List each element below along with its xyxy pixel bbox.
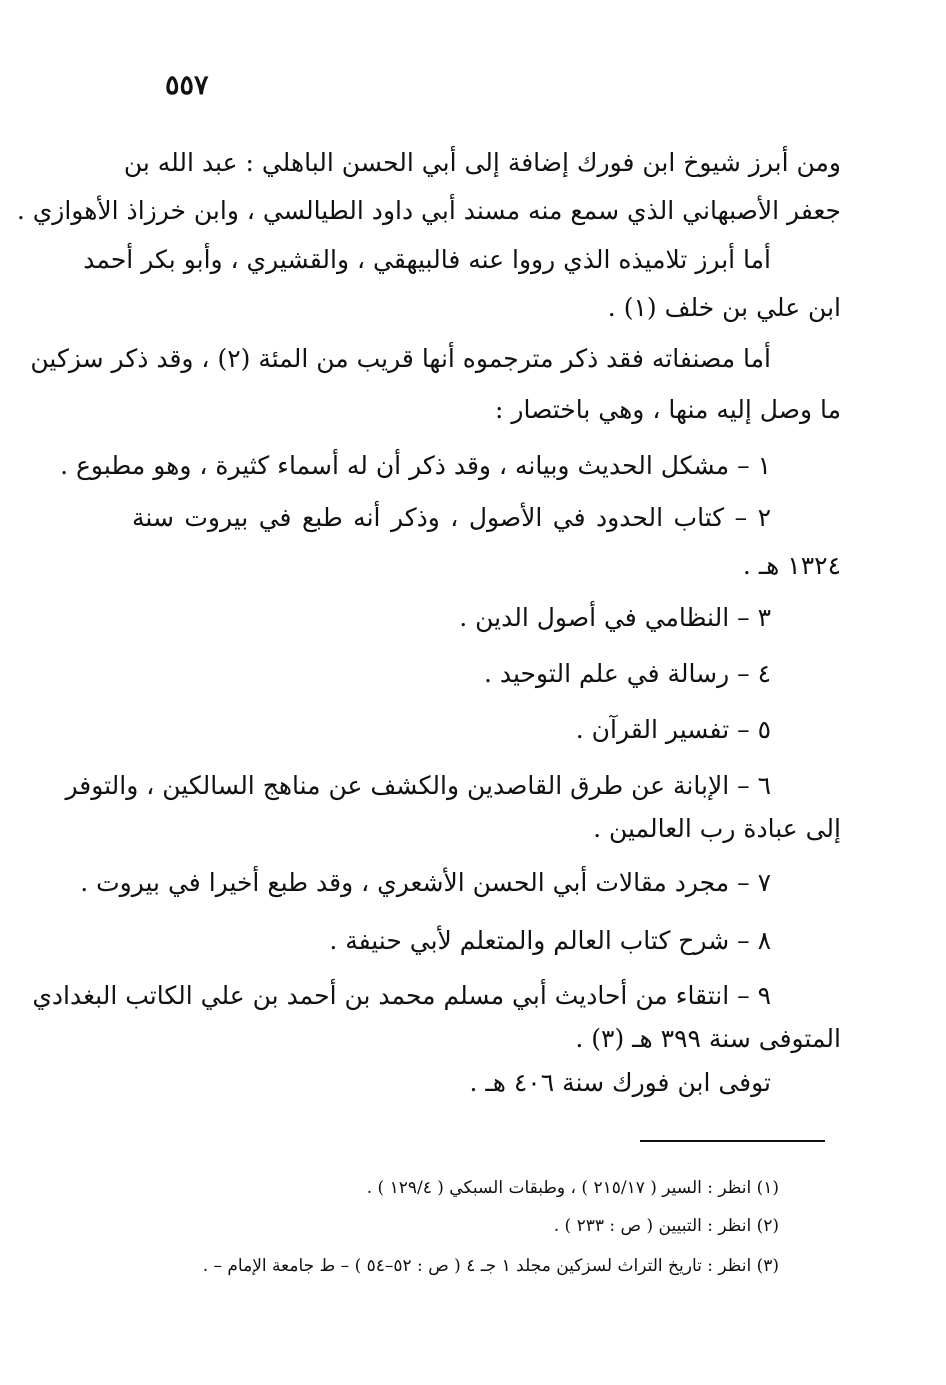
- paragraph-2-line-2: ابن علي بن خلف (١) .: [607, 293, 841, 322]
- list-item-4: ٤ – رسالة في علم التوحيد .: [484, 659, 771, 688]
- paragraph-1-line-2: جعفر الأصبهاني الذي سمع منه مسند أبي داود الطيالسي ، وابن خرزاذ الأهوازي .: [16, 196, 841, 225]
- paragraph-2-line-1: أما أبرز تلاميذه الذي رووا عنه فالبيهقي ، والقشيري ، وأبو بكر أحمد: [83, 245, 771, 274]
- list-item-2-line-2: ١٣٢٤ هـ .: [742, 551, 841, 580]
- list-item-7: ٧ – مجرد مقالات أبي الحسن الأشعري ، وقد طبع أخيرا في بيروت .: [80, 868, 771, 897]
- footnote-separator: [640, 1140, 825, 1142]
- paragraph-3-line-2: ما وصل إليه منها ، وهي باختصار :: [495, 395, 841, 424]
- death-note: توفى ابن فورك سنة ٤٠٦ هـ .: [469, 1068, 771, 1097]
- list-item-8: ٨ – شرح كتاب العالم والمتعلم لأبي حنيفة .: [329, 926, 771, 955]
- paragraph-1-line-1: ومن أبرز شيوخ ابن فورك إضافة إلى أبي الحسن الباهلي : عبد الله بن: [123, 148, 841, 177]
- list-item-2-line-1: ٢ – كتاب الحدود في الأصول ، وذكر أنه طبع في بيروت سنة: [132, 503, 771, 532]
- list-item-9-line-2: المتوفى سنة ٣٩٩ هـ (٣) .: [575, 1024, 841, 1053]
- footnote-3: (٣) انظر : تاريخ التراث لسزكين مجلد ١ جـ ٤ ( ص : ٥٢–٥٤ ) – ط جامعة الإمام – .: [202, 1256, 779, 1276]
- page-number: ٥٥٧: [165, 70, 209, 101]
- footnote-1: (١) انظر : السير ( ٢١٥/١٧ ) ، وطبقات السبكي ( ١٢٩/٤ ) .: [366, 1178, 779, 1198]
- list-item-1: ١ – مشكل الحديث وبيانه ، وقد ذكر أن له أسماء كثيرة ، وهو مطبوع .: [60, 451, 771, 480]
- list-item-6-line-1: ٦ – الإبانة عن طرق القاصدين والكشف عن مناهج السالكين ، والتوفر: [65, 771, 771, 800]
- paragraph-3-line-1: أما مصنفاته فقد ذكر مترجموه أنها قريب من المئة (٢) ، وقد ذكر سزكين: [30, 344, 771, 373]
- list-item-3: ٣ – النظامي في أصول الدين .: [459, 603, 771, 632]
- list-item-6-line-2: إلى عبادة رب العالمين .: [593, 814, 841, 843]
- list-item-5: ٥ – تفسير القرآن .: [575, 715, 771, 744]
- footnote-2: (٢) انظر : التبيين ( ص : ٢٣٣ ) .: [553, 1216, 779, 1236]
- list-item-9-line-1: ٩ – انتقاء من أحاديث أبي مسلم محمد بن أحمد بن علي الكاتب البغدادي: [32, 981, 771, 1010]
